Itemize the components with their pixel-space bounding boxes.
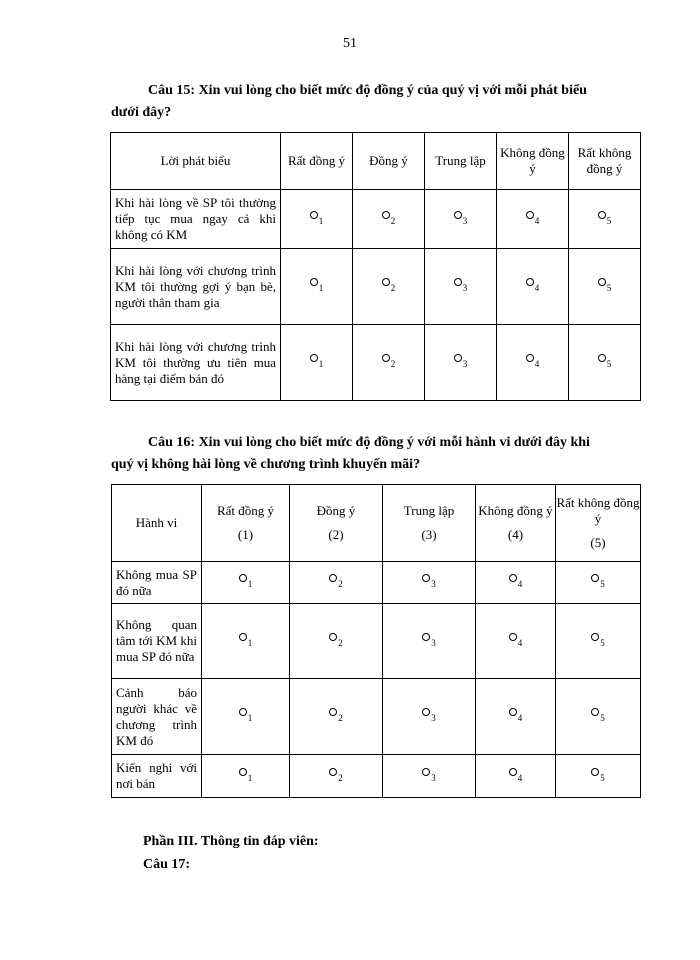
radio-circle-icon	[422, 768, 430, 776]
radio-option-5[interactable]: 5	[556, 679, 641, 755]
radio-option-4[interactable]: 4	[476, 755, 556, 798]
radio-option-3[interactable]: 3	[425, 190, 497, 249]
radio-circle-icon	[329, 768, 337, 776]
radio-option-1[interactable]: 1	[202, 679, 290, 755]
radio-circle-icon	[509, 708, 517, 716]
q16-header-neutral: Trung lập (3)	[383, 485, 476, 562]
q16-behavior-4: Kiến nghi với nơi bán	[112, 755, 202, 798]
radio-option-3[interactable]: 3	[383, 679, 476, 755]
radio-circle-icon	[509, 574, 517, 582]
radio-circle-icon	[310, 354, 318, 362]
q16-header-disagree: Không đồng ý (4)	[476, 485, 556, 562]
radio-option-4[interactable]: 4	[497, 325, 569, 401]
radio-option-2[interactable]: 2	[290, 562, 383, 604]
radio-option-5[interactable]: 5	[556, 755, 641, 798]
radio-circle-icon	[591, 708, 599, 716]
radio-circle-icon	[454, 211, 462, 219]
q16-header-behavior: Hành vi	[112, 485, 202, 562]
q16-behavior-3: Cảnh báo người khác về chương trình KM đó	[112, 679, 202, 755]
q15-statement-3: Khi hài lòng với chương trình KM tôi thường ưu tiên mua hàng tại điểm bán đó	[111, 325, 281, 401]
radio-circle-icon	[382, 211, 390, 219]
q15-text-line1	[148, 80, 587, 101]
radio-option-5[interactable]: 5	[569, 249, 641, 325]
radio-option-4[interactable]: 4	[497, 190, 569, 249]
radio-option-5[interactable]: 5	[569, 325, 641, 401]
radio-circle-icon	[454, 278, 462, 286]
radio-circle-icon	[329, 708, 337, 716]
radio-option-4[interactable]: 4	[476, 562, 556, 604]
q15-label: Câu 15	[148, 83, 191, 98]
q15-statement-1: Khi hài lòng về SP tôi thường tiếp tục mua ngay cả khi không có KM	[111, 190, 281, 249]
radio-option-1[interactable]: 1	[281, 190, 353, 249]
q15-header-row	[111, 133, 641, 190]
page-number: 51	[343, 36, 357, 51]
radio-option-3[interactable]: 3	[383, 604, 476, 679]
radio-circle-icon	[598, 278, 606, 286]
q16-behavior-1: Không mua SP đó nữa	[112, 562, 202, 604]
q16-text-line2: quý vị không hài lòng về chương trình khuyến mãi?	[111, 457, 421, 472]
radio-circle-icon	[509, 633, 517, 641]
q16-header-strongly-disagree: Rất không đồng ý (5)	[556, 485, 641, 562]
radio-option-1[interactable]: 1	[281, 249, 353, 325]
radio-circle-icon	[382, 354, 390, 362]
radio-circle-icon	[591, 574, 599, 582]
q17-label: Câu 17:	[143, 857, 191, 872]
radio-option-4[interactable]: 4	[476, 604, 556, 679]
radio-circle-icon	[422, 574, 430, 582]
q15-statement-2: Khi hài lòng với chương trình KM tôi thường gợi ý bạn bè, người thân tham gia	[111, 249, 281, 325]
radio-circle-icon	[598, 354, 606, 362]
q16-text: : Xin vui lòng cho biết mức độ đồng ý với mỗi hành vi dưới đây khi	[190, 435, 590, 450]
part3-title: Phần III. Thông tin đáp viên:	[143, 834, 319, 849]
radio-option-1[interactable]: 1	[202, 562, 290, 604]
q15-text: : Xin vui lòng cho biết mức độ đồng ý của quý vị với mỗi phát biểu	[190, 83, 587, 98]
radio-option-5[interactable]: 5	[556, 562, 641, 604]
q16-header-agree: Đồng ý (2)	[290, 485, 383, 562]
radio-option-3[interactable]: 3	[425, 249, 497, 325]
radio-option-4[interactable]: 4	[497, 249, 569, 325]
radio-option-1[interactable]: 1	[281, 325, 353, 401]
radio-circle-icon	[454, 354, 462, 362]
radio-option-1[interactable]: 1	[202, 604, 290, 679]
radio-option-2[interactable]: 2	[353, 190, 425, 249]
radio-circle-icon	[591, 633, 599, 641]
radio-circle-icon	[239, 574, 247, 582]
radio-circle-icon	[239, 768, 247, 776]
q15-header-statement: Lời phát biểu	[111, 133, 281, 190]
q16-label: Câu 16	[148, 435, 191, 450]
radio-circle-icon	[526, 211, 534, 219]
radio-circle-icon	[329, 574, 337, 582]
q16-behavior-2: Không quan tâm tới KM khi mua SP đó nữa	[112, 604, 202, 679]
table-row	[112, 604, 641, 679]
table-row	[111, 190, 641, 249]
radio-option-2[interactable]: 2	[353, 325, 425, 401]
q16-table	[111, 484, 641, 798]
radio-option-4[interactable]: 4	[476, 679, 556, 755]
radio-option-2[interactable]: 2	[290, 679, 383, 755]
radio-circle-icon	[310, 211, 318, 219]
radio-circle-icon	[526, 354, 534, 362]
q15-header-strongly-disagree: Rất không đồng ý	[569, 133, 641, 190]
q16-text-line1	[148, 432, 590, 453]
radio-option-3[interactable]: 3	[425, 325, 497, 401]
radio-option-2[interactable]: 2	[290, 755, 383, 798]
q15-header-disagree: Không đồng ý	[497, 133, 569, 190]
table-row	[112, 562, 641, 604]
radio-circle-icon	[329, 633, 337, 641]
radio-option-2[interactable]: 2	[353, 249, 425, 325]
radio-option-2[interactable]: 2	[290, 604, 383, 679]
q15-table	[110, 132, 641, 401]
q15-header-agree: Đồng ý	[353, 133, 425, 190]
q16-header-strongly-agree: Rất đồng ý (1)	[202, 485, 290, 562]
radio-circle-icon	[598, 211, 606, 219]
radio-circle-icon	[509, 768, 517, 776]
radio-circle-icon	[239, 708, 247, 716]
radio-option-5[interactable]: 5	[569, 190, 641, 249]
q15-header-neutral: Trung lập	[425, 133, 497, 190]
radio-circle-icon	[526, 278, 534, 286]
table-row	[111, 325, 641, 401]
q15-header-strongly-agree: Rất đồng ý	[281, 133, 353, 190]
radio-option-1[interactable]: 1	[202, 755, 290, 798]
radio-circle-icon	[239, 633, 247, 641]
radio-circle-icon	[382, 278, 390, 286]
radio-circle-icon	[422, 708, 430, 716]
table-row	[111, 249, 641, 325]
radio-circle-icon	[591, 768, 599, 776]
radio-option-3[interactable]: 3	[383, 562, 476, 604]
table-row	[112, 755, 641, 798]
table-row	[112, 679, 641, 755]
q15-text-line2: dưới đây?	[111, 105, 172, 120]
q16-header-row	[112, 485, 641, 562]
radio-circle-icon	[422, 633, 430, 641]
radio-circle-icon	[310, 278, 318, 286]
radio-option-5[interactable]: 5	[556, 604, 641, 679]
radio-option-3[interactable]: 3	[383, 755, 476, 798]
